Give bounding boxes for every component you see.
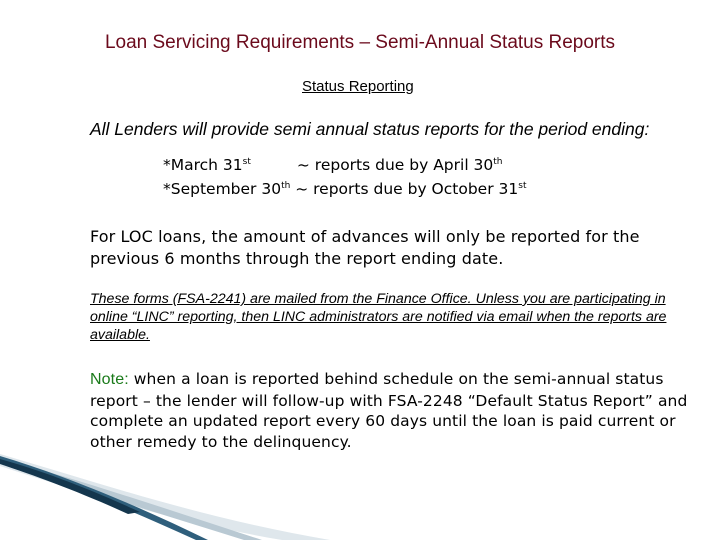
forms-paragraph: These forms (FSA-2241) are mailed from the Finance Office. Unless you are participating in online “LINC” reporting, then LINC administrators are notified via email when the reports are available. (90, 291, 667, 343)
date-line-september (163, 180, 526, 198)
ordinal-suffix: st (518, 181, 527, 191)
period-end-date: *September 30 (163, 180, 282, 198)
note-label: Note: (90, 371, 129, 388)
due-date-text: ~ reports due by October 31 (290, 180, 519, 198)
due-date-text: ~ reports due by April 30 (296, 156, 494, 174)
ordinal-suffix: th (493, 157, 503, 167)
ordinal-suffix: st (242, 157, 251, 167)
loc-paragraph: For LOC loans, the amount of advances will only be reported for the previous 6 months through the report ending date. (90, 227, 640, 268)
section-subtitle: Status Reporting (302, 78, 414, 95)
note-body: when a loan is reported behind schedule on the semi-annual status report – the lender will follow-up with FSA-2248 “Default Status Report” and complete an updated report every 60 days until the loan is paid current or other remedy to the delinquency. (90, 370, 688, 451)
slide-title: Loan Servicing Requirements – Semi-Annual Status Reports (104, 32, 616, 53)
period-end-date: *March 31 (163, 156, 243, 174)
ordinal-suffix: th (281, 181, 291, 191)
decorative-swoosh (0, 440, 720, 540)
date-line-march (163, 156, 503, 174)
lead-paragraph: All Lenders will provide semi annual status reports for the period ending: (90, 119, 650, 139)
